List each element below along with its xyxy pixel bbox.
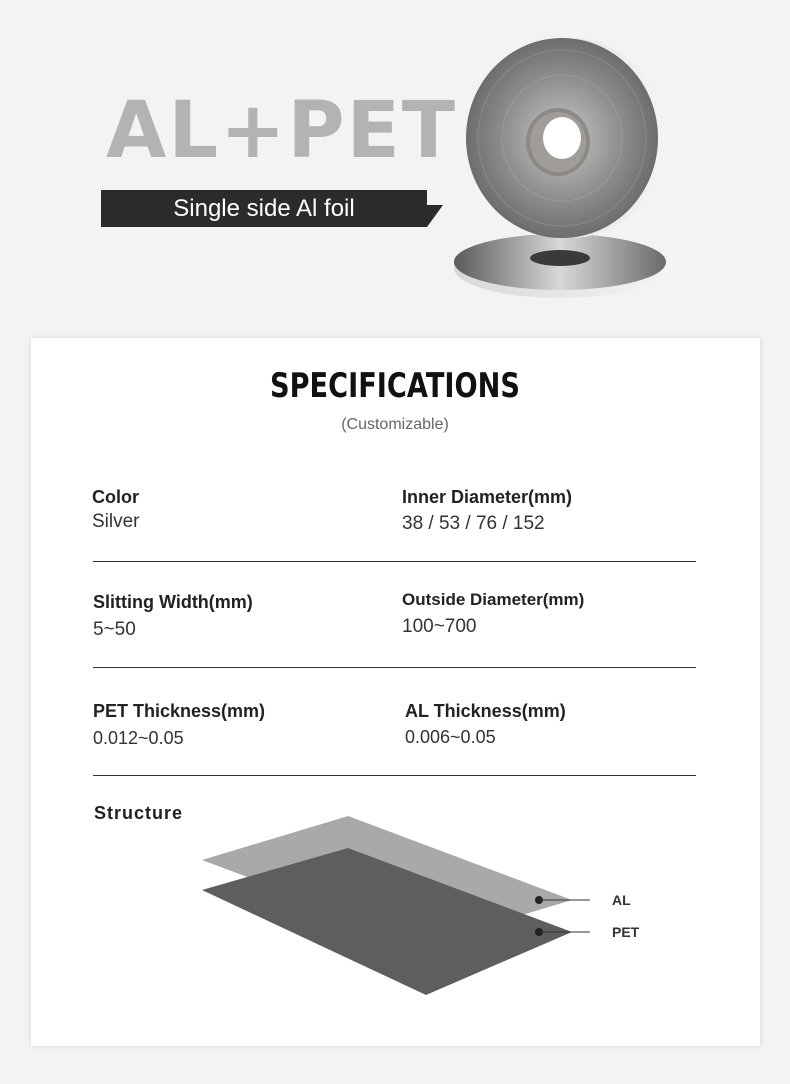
spec-label-outside-diameter: Outside Diameter(mm) — [402, 590, 585, 609]
foil-reel-image — [440, 30, 680, 310]
spec-label-color: Color — [92, 487, 139, 507]
specifications-subtitle: (Customizable) — [341, 416, 449, 433]
specifications-title: SPECIFICATIONS — [270, 366, 520, 406]
hero-banner-tail — [427, 205, 443, 227]
hero-section — [0, 0, 790, 330]
spec-label-slitting-width: Slitting Width(mm) — [93, 592, 253, 612]
divider — [93, 775, 696, 776]
spec-label-al-thickness: AL Thickness(mm) — [405, 701, 566, 721]
spec-value-outside-diameter: 100~700 — [402, 616, 477, 637]
spec-label-pet-thickness: PET Thickness(mm) — [93, 701, 266, 721]
spec-value-slitting-width: 5~50 — [93, 619, 136, 640]
spec-value-pet-thickness: 0.012~0.05 — [93, 728, 184, 748]
hero-title: AL+PET — [106, 86, 458, 176]
hero-subtitle: Single side Al foil — [173, 195, 355, 222]
structure-title: Structure — [94, 803, 184, 823]
structure-diagram — [190, 810, 590, 1000]
layer-label-pet: PET — [612, 924, 640, 940]
spec-label-inner-diameter: Inner Diameter(mm) — [402, 487, 573, 507]
divider — [93, 561, 696, 562]
spec-value-color: Silver — [92, 511, 140, 532]
layer-label-al: AL — [612, 892, 631, 908]
divider — [93, 667, 696, 668]
spec-value-al-thickness: 0.006~0.05 — [405, 727, 496, 747]
spec-value-inner-diameter: 38 / 53 / 76 / 152 — [402, 513, 545, 534]
